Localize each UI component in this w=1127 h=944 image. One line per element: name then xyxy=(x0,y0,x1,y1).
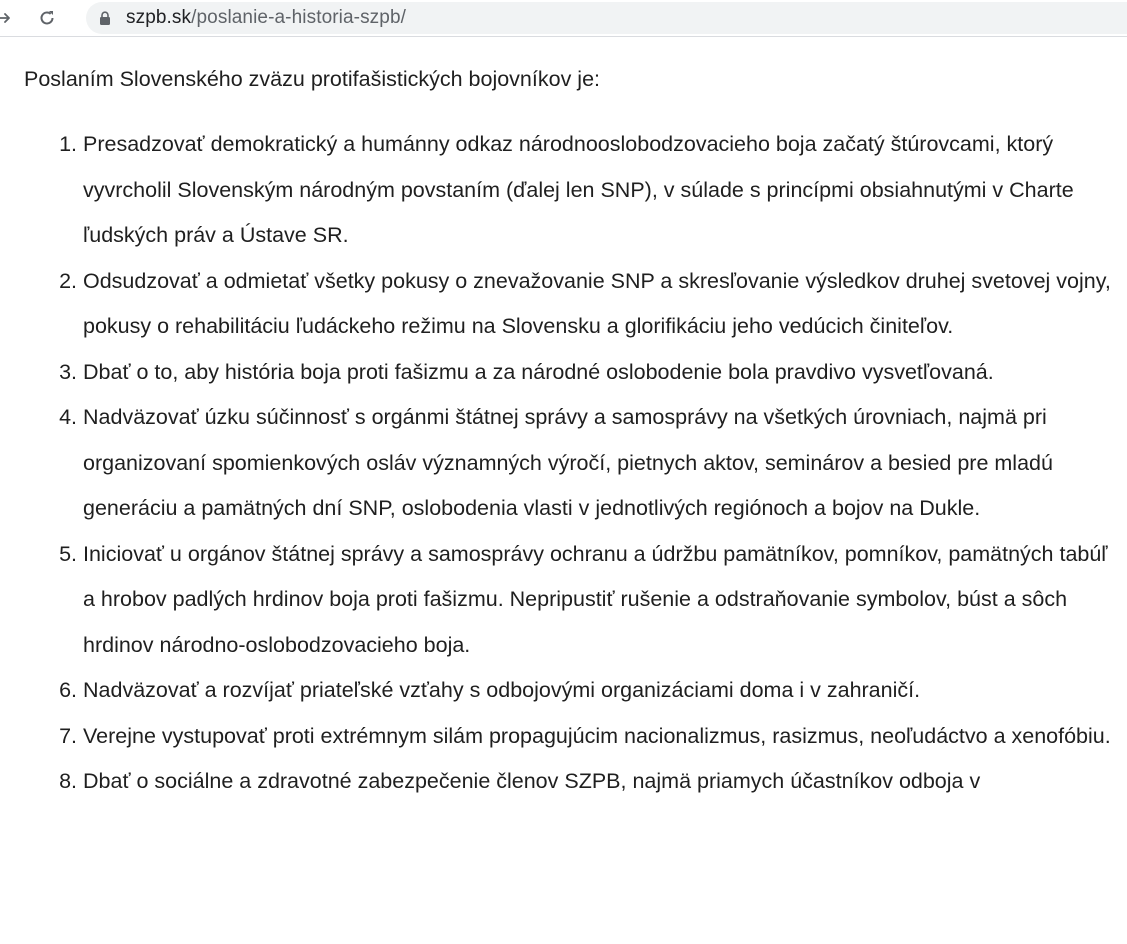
mission-list xyxy=(24,122,1124,805)
list-item: 7. Verejne vystupovať proti extrémnym silám propagujúcim nacionalizmus, rasizmus, neoľudáctvo a xenofóbiu. xyxy=(83,714,1124,760)
address-bar[interactable] xyxy=(86,2,1127,34)
list-item: 6. Nadväzovať a rozvíjať priateľské vzťahy s odbojovými organizáciami doma i v zahraničí. xyxy=(83,668,1124,714)
list-item: 4. Nadväzovať úzku súčinnosť s orgánmi štátnej správy a samosprávy na všetkých úrovniach, najmä pri organizovaní spomienkových osláv významných výročí, pietnych aktov, seminárov a besied pre mladú generáciu a pamätných dní SNP, oslobodenia vlasti v jednotlivých regiónoch a bojov na Dukle. xyxy=(83,395,1124,532)
reload-icon xyxy=(37,8,57,28)
list-item: 5. Iniciovať u orgánov štátnej správy a samosprávy ochranu a údržbu pamätníkov, pomníkov, pamätných tabúľ a hrobov padlých hrdinov boja proti fašizmu. Nepripustiť rušenie a odstraňovanie symbolov, búst a sôch hrdinov národno-oslobodzovacieho boja. xyxy=(83,532,1124,669)
list-item: 3. Dbať o to, aby história boja proti fašizmu a za národné oslobodenie bola pravdivo vysvetľovaná. xyxy=(83,350,1124,396)
url-domain: szpb.sk xyxy=(126,7,192,28)
forward-arrow-icon xyxy=(0,10,12,26)
reload-button[interactable] xyxy=(33,0,61,36)
intro-text: Poslaním Slovenského zväzu protifašistických bojovníkov je: xyxy=(24,67,600,91)
url-text[interactable] xyxy=(126,7,406,29)
url-path: /poslanie-a-historia-szpb/ xyxy=(191,7,406,28)
forward-button[interactable] xyxy=(0,0,18,36)
page-content xyxy=(24,60,1124,805)
lock-icon[interactable] xyxy=(98,10,112,26)
list-item: 8. Dbať o sociálne a zdravotné zabezpečenie členov SZPB, najmä priamych účastníkov odboja v xyxy=(83,759,1124,805)
list-item: 1. Presadzovať demokratický a humánny odkaz národnooslobodzovacieho boja začatý štúrovcami, ktorý vyvrcholil Slovenským národným povstaním (ďalej len SNP), v súlade s princípmi obsiahnutými v Charte ľudských práv a Ústave SR. xyxy=(83,122,1124,259)
browser-toolbar xyxy=(0,0,1127,37)
list-item: 2. Odsudzovať a odmietať všetky pokusy o znevažovanie SNP a skresľovanie výsledkov druhej svetovej vojny, pokusy o rehabilitáciu ľudáckeho režimu na Slovensku a glorifikáciu jeho vedúcich činiteľov. xyxy=(83,259,1124,350)
